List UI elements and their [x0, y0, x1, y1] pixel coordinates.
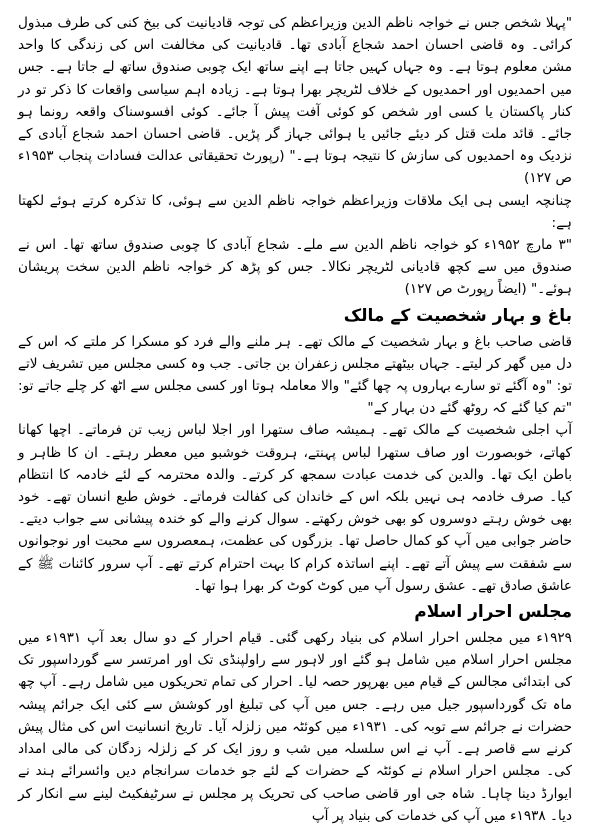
body-paragraph: ۱۹۲۹ء میں مجلس احرار اسلام کی بنیاد رکھی گئی۔ قیام احرار کے دو سال بعد آپ ۱۹۳۱ء میں مجلس احرار اسلام میں شامل ہو گئے اور لاہور سے راولپنڈی تک اور امرتسر سے گورداسپور تک کی ابتدائی مجالس کے قیام میں بھرپور حصہ لیا۔ احرار کی تمام تحریکوں میں شامل رہے۔ آپ چھ ماہ تک گورداسپور جیل میں رہے۔ جس میں آپ کی تبلیغ اور کوشش سے کئی ایک جرائم پیشہ حضرات نے جرائم سے توبہ کی۔ ۱۹۳۱ء میں کوئٹہ میں زلزلہ آیا۔ تاریخ انسانیت اس کی مثال پیش کرنے سے قاصر ہے۔ آپ نے اس سلسلہ میں شب و روز ایک کر کے زلزلہ زدگان کی مالی امداد کی۔ مجلس احرار اسلام نے کوئٹہ کے حضرات کے لئے جو خدمات سرانجام دیں وائسرائے ہند نے ایوارڈ دینا چاہا۔ شاہ جی اور قاضی صاحب کی تحریک پر مجلس نے سرٹیفکیٹ لینے سے انکار کر دیا۔ ۱۹۳۸ء میں آپ کی خدمات کی بنیاد پر آپ — [18, 630, 572, 824]
body-paragraph: قاضی صاحب باغ و بہار شخصیت کے مالک تھے۔ ہر ملنے والے فرد کو مسکرا کر ملتے کہ اس کے دل میں گھر کر لیتے۔ جہاں بیٹھتے مجلس زعفران بن جاتی۔ جب وہ کسی مجلس میں تشریف لاتے تو: "وہ آگئے تو سارے بہاروں پہ چھا گئے" والا معاملہ ہوتا اور کسی مجلس سے اٹھ کر چلے جاتے تو: "تم کیا گئے کہ روٹھ گئے دن بہار کے" — [18, 333, 572, 417]
body-paragraph: آپ اجلی شخصیت کے مالک تھے۔ ہمیشہ صاف ستھرا اور اجلا لباس زیب تن فرماتے۔ اچھا کھانا کھاتے، خوبصورت اور صاف ستھرا لباس پہنتے، ہروقت خوشبو میں معطر رہتے۔ ان کا ظاہر و باطن ایک تھا۔ والدین کی خدمت عبادت سمجھ کر کرتے۔ والدہ محترمہ کے لئے خادمہ کا انتظام کیا۔ صرف خادمہ ہی نہیں بلکہ اس کے خاندان کی کفالت فرماتے۔ خوش طبع انسان تھے۔ خود بھی خوش رہتے دوسروں کو بھی خوش رکھتے۔ سوال کرنے والے کو خندہ پیشانی سے جواب دیتے۔ حاضر جوابی میں آپ کو کمال حاصل تھا۔ بزرگوں کی عظمت، ہمعصروں سے محبت اور نوجوانوں سے شفقت سے پیش آتے تھے۔ اپنے اساتذہ کرام کا بہت احترام کرتے تھے۔ آپ سرور کائنات ﷺ کے عاشق صادق تھے۔ عشق رسول آپ میں کوٹ کوٹ کر بھرا ہوا تھا۔ — [18, 422, 572, 594]
body-paragraph: چنانچہ ایسی ہی ایک ملاقات وزیراعظم خواجہ ناظم الدین سے ہوئی، کا تذکرہ کرتے ہوئے لکھتا ہے: — [18, 192, 572, 231]
section-heading: مجلس احرار اسلام — [414, 602, 572, 623]
body-paragraph: "پہلا شخص جس نے خواجہ ناظم الدین وزیراعظم کی توجہ قادیانیت کی بیخ کنی کی طرف مبذول کرائی۔ وہ قاضی احسان احمد شجاع آبادی تھا۔ قادیانیت کی مخالفت اس کی زندگی کا واحد مشن معلوم ہوتا ہے۔ وہ جہاں کہیں جاتا ہے اپنے ساتھ ایک چوبی صندوق ساتھ لے جاتا ہے۔ جس میں احمدیوں اور احمدیوں کے خلاف لٹریچر بھرا ہوتا ہے۔ زیادہ اہم سیاسی واقعات کا ذکر تو در کنار پاکستان یا کسی اور شخص کو کوئی آفت پیش آ جائے۔ کوئی افسوسناک واقعہ رونما ہو جائے۔ قائد ملت قتل کر دیئے جائیں یا ہوائی جہاز گر پڑیں۔ قاضی احسان احمد شجاع آبادی کے نزدیک وہ احمدیوں کی سازش کا نتیجہ ہوتا ہے۔" (رپورٹ تحقیقاتی عدالت فسادات پنجاب ۱۹۵۳ء ص ۱۲۷) — [18, 15, 572, 187]
quote-paragraph: "۳ مارچ ۱۹۵۲ء کو خواجہ ناظم الدین سے ملے۔ شجاع آبادی کا چوبی صندوق ساتھ تھا۔ اس نے صندوق میں سے کچھ قادیانی لٹریچر نکالا۔ جس کو پڑھ کر خواجہ ناظم الدین سخت پریشان ہوئے۔" (ایضاً رپورٹ ص ۱۲۷) — [18, 237, 573, 298]
section-heading: باغ و بہار شخصیت کے مالک — [343, 305, 572, 326]
